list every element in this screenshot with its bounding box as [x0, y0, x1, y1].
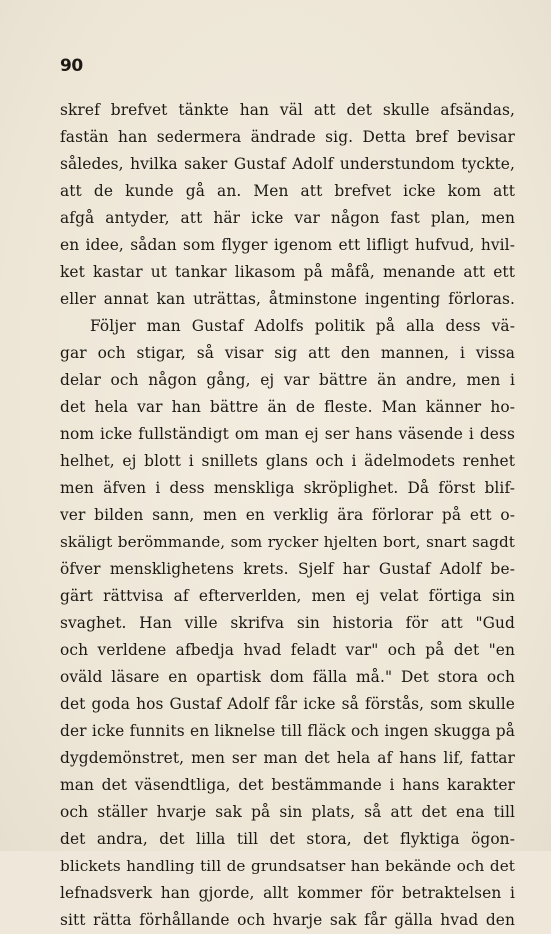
text-line: afgå antyder, att här icke var någon fast plan, men — [60, 209, 515, 227]
text-line: att de kunde gå an. Men att brefvet icke kom att — [60, 182, 515, 200]
text-line: och ställer hvarje sak på sin plats, så att det ena till — [60, 803, 515, 821]
text-line: skäligt berömmande, som rycker hjelten bort, snart sagdt — [60, 533, 515, 551]
text-line: ket kastar ut tankar likasom på måfå, menande att ett — [60, 263, 515, 281]
text-line: dygdemönstret, men ser man det hela af hans lif, fattar — [60, 749, 515, 767]
text-line: fastän han sedermera ändrade sig. Detta bref bevisar — [60, 128, 515, 146]
text-line: sitt rätta förhållande och hvarje sak får gälla hvad den — [60, 911, 515, 929]
text-line: en idee, sådan som flyger igenom ett lifligt hufvud, hvil- — [60, 236, 515, 254]
text-line: gar och stigar, så visar sig att den mannen, i vissa — [60, 344, 515, 362]
page-number: 90 — [60, 56, 83, 76]
text-line: svaghet. Han ville skrifva sin historia för att "Gud — [60, 614, 515, 632]
text-line: man det väsendtliga, det bestämmande i hans karakter — [60, 776, 515, 794]
text-line: lefnadsverk han gjorde, allt kommer för betraktelsen i — [60, 884, 515, 902]
text-line: Följer man Gustaf Adolfs politik på alla dess vä- — [90, 317, 515, 335]
text-line: gärt rättvisa af efterverlden, men ej velat förtiga sin — [60, 587, 515, 605]
text-line: och verldene afbedja hvad feladt var" och på det "en — [60, 641, 515, 659]
text-line: eller annat kan uträttas, åtminstone ingenting förloras. — [60, 290, 515, 308]
text-line: delar och någon gång, ej var bättre än andre, men i — [60, 371, 515, 389]
text-line: helhet, ej blott i snillets glans och i ädelmodets renhet — [60, 452, 515, 470]
body-text — [60, 97, 515, 934]
text-line: der icke funnits en liknelse till fläck och ingen skugga på — [60, 722, 515, 740]
text-line: nom icke fullständigt om man ej ser hans väsende i dess — [60, 425, 515, 443]
text-line: oväld läsare en opartisk dom fälla må." Det stora och — [60, 668, 515, 686]
text-line: det andra, det lilla till det stora, det flyktiga ögon- — [60, 830, 515, 848]
text-line: således, hvilka saker Gustaf Adolf understundom tyckte, — [60, 155, 515, 173]
text-line: men äfven i dess menskliga skröplighet. Då först blif- — [60, 479, 515, 497]
text-line: skref brefvet tänkte han väl att det skulle afsändas, — [60, 101, 515, 119]
text-line: ver bilden sann, men en verklig ära förlorar på ett o- — [60, 506, 515, 524]
text-line: det hela var han bättre än de fleste. Man känner ho- — [60, 398, 515, 416]
text-line: öfver mensklighetens krets. Sjelf har Gustaf Adolf be- — [60, 560, 515, 578]
text-line: det goda hos Gustaf Adolf får icke så förstås, som skulle — [60, 695, 515, 713]
text-line: blickets handling till de grundsatser han bekände och det — [60, 857, 515, 875]
